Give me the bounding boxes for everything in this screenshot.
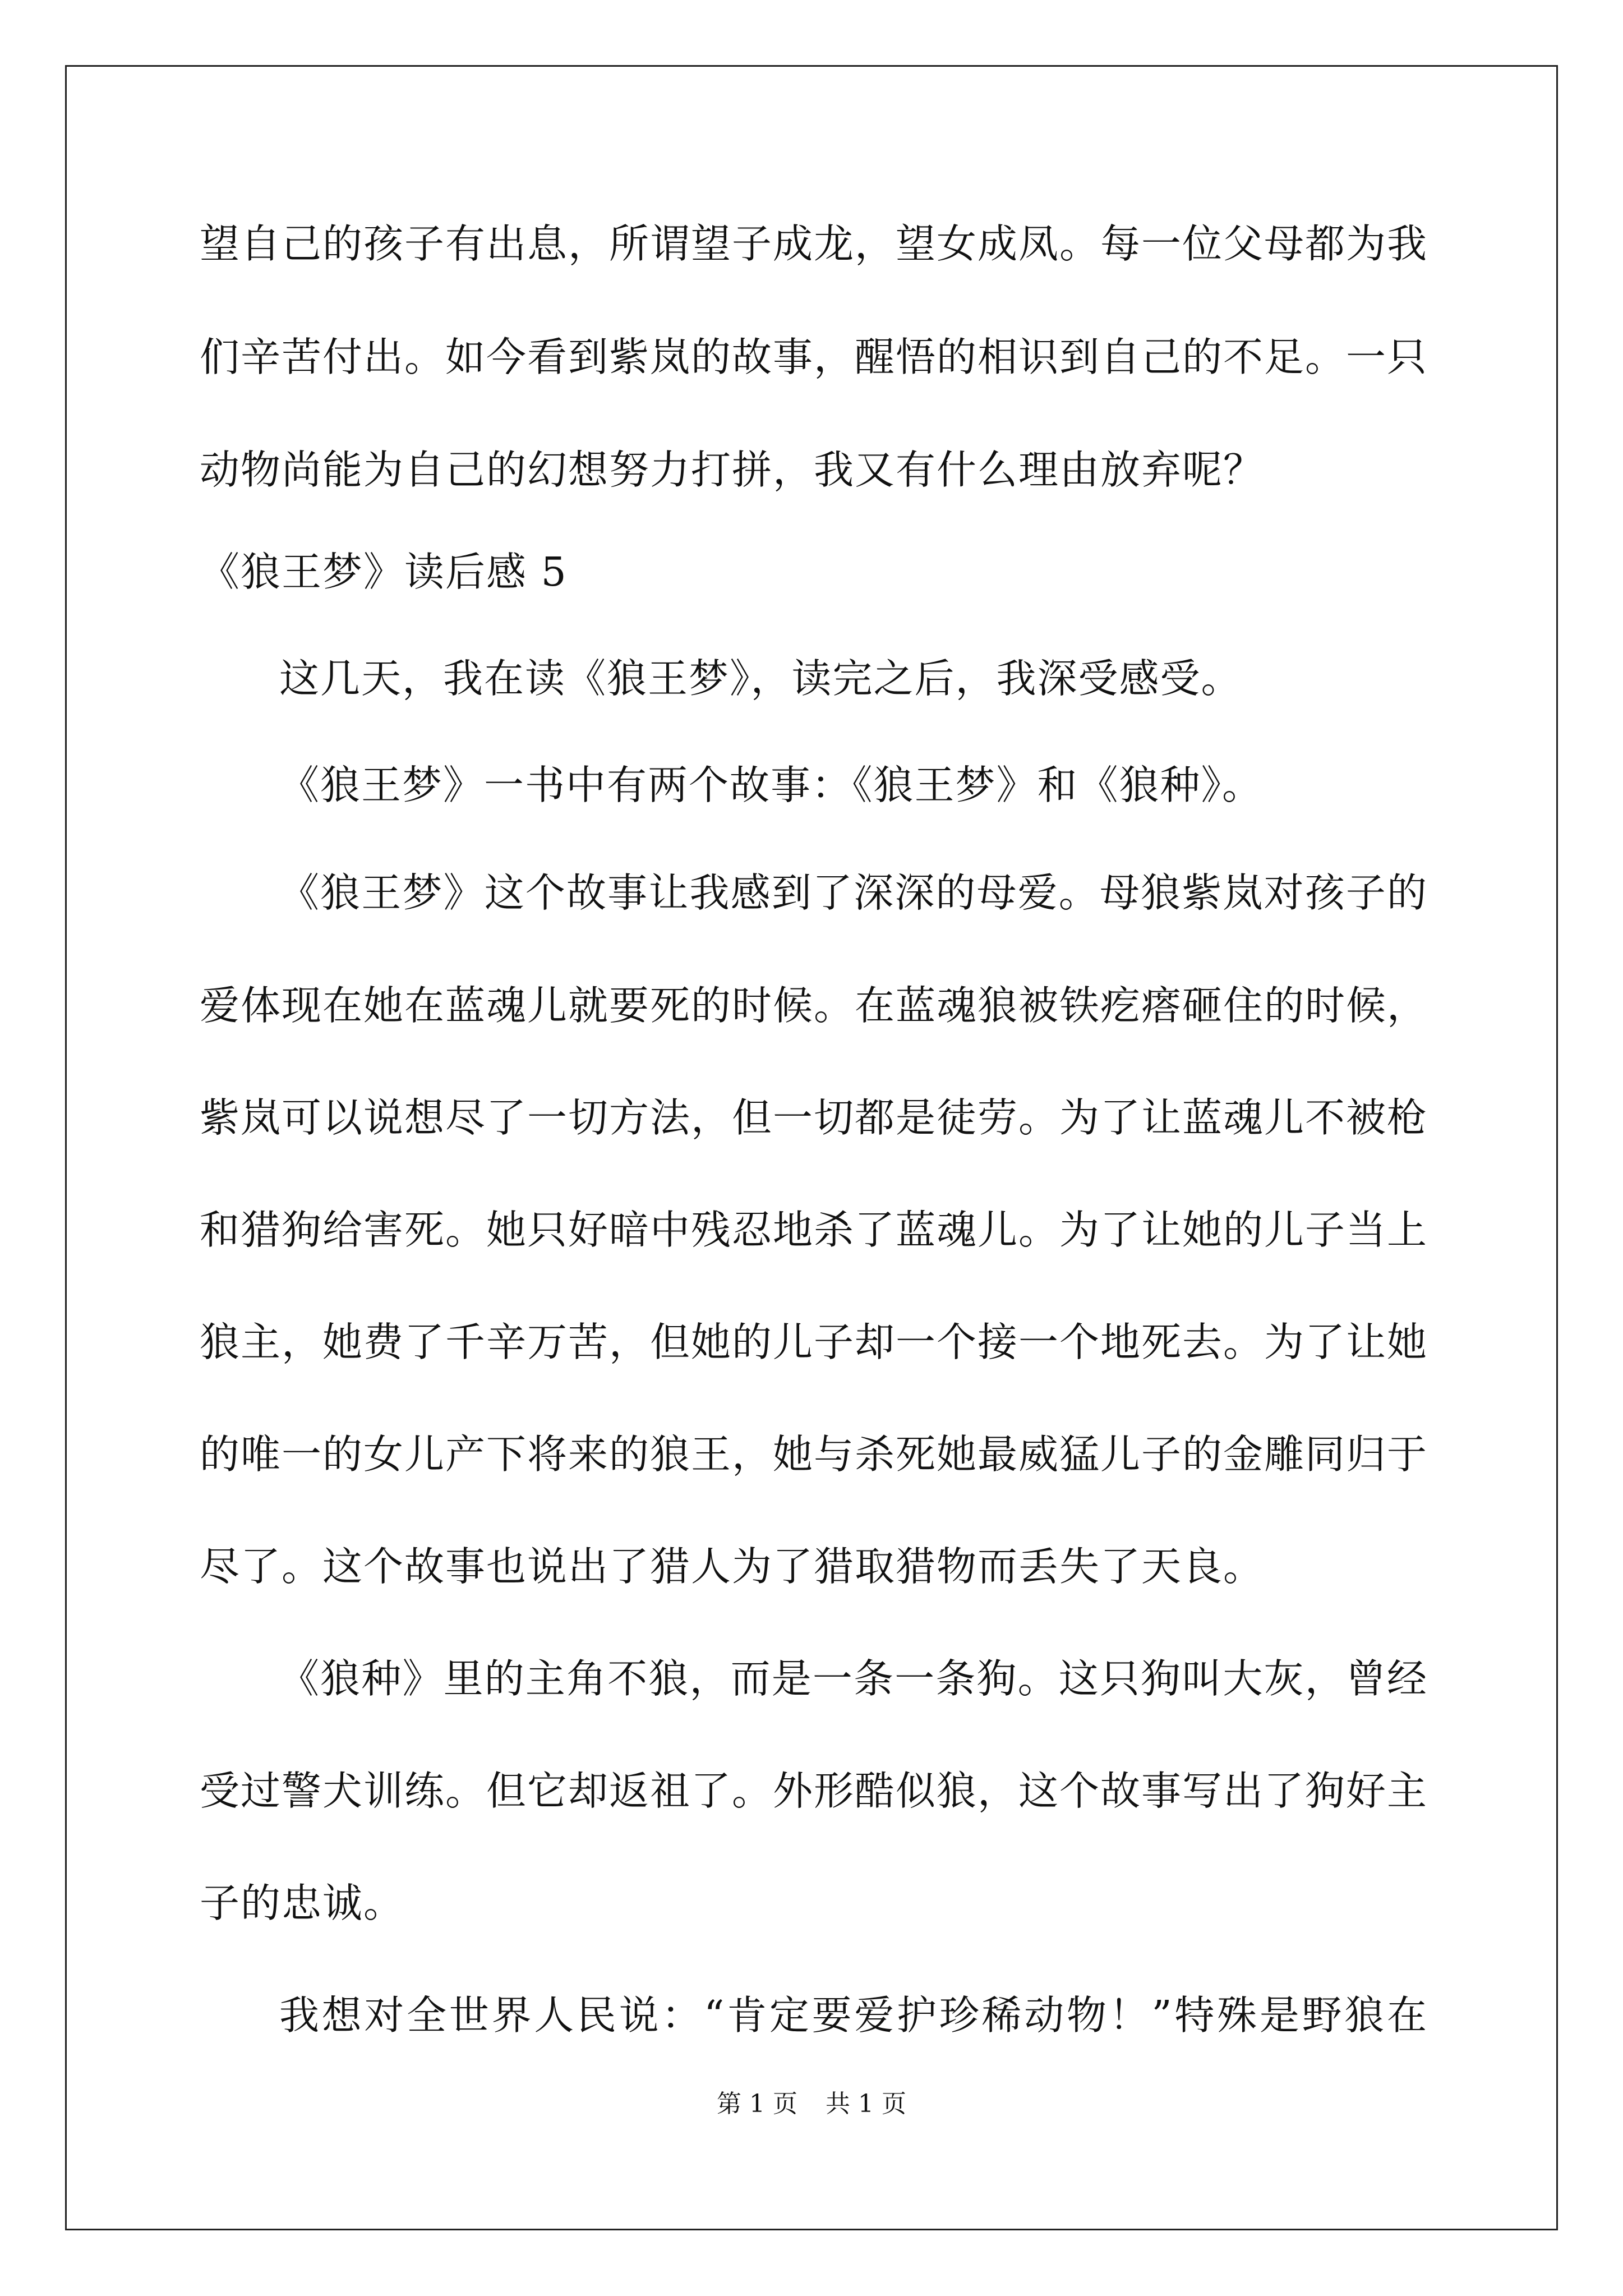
text-line: 的唯一的女儿产下将来的狼王，她与杀死她最威猛儿子的金雕同归于 xyxy=(200,1431,1428,1478)
text-line: 爱体现在她在蓝魂儿就要死的时候。在蓝魂狼被铁疙瘩砸住的时候， xyxy=(200,982,1428,1029)
text-line: 《狼王梦》这个故事让我感到了深深的母爱。母狼紫岚对孩子的 xyxy=(279,869,1428,916)
text-line: 我想对全世界人民说：“肯定要爱护珍稀动物！”特殊是野狼在 xyxy=(279,1992,1428,2039)
text-line: 受过警犬训练。但它却返祖了。外形酷似狼，这个故事写出了狗好主 xyxy=(200,1768,1428,1814)
text-line: 动物尚能为自己的幻想努力打拼，我又有什么理由放弃呢？ xyxy=(200,447,1265,493)
page-total: 共 1 页 xyxy=(826,2090,906,2118)
text-line: 尽了。这个故事也说出了猎人为了猎取猎物而丢失了天良。 xyxy=(200,1543,1265,1590)
text-line: 狼主，她费了千辛万苦，但她的儿子却一个接一个地死去。为了让她 xyxy=(200,1319,1428,1365)
section-heading: 《狼王梦》读后感 5 xyxy=(200,549,568,595)
page-footer xyxy=(0,2088,1623,2120)
text-line: 紫岚可以说想尽了一切方法，但一切都是徒劳。为了让蓝魂儿不被枪 xyxy=(200,1094,1428,1141)
page-number: 第 1 页 xyxy=(717,2090,797,2118)
text-line: 望自己的孩子有出息，所谓望子成龙，望女成凤。每一位父母都为我 xyxy=(200,220,1428,267)
text-line: 这几天，我在读《狼王梦》，读完之后，我深受感受。 xyxy=(279,655,1242,702)
text-line: 《狼王梦》一书中有两个故事：《狼王梦》和《狼种》。 xyxy=(279,762,1264,808)
text-line: 子的忠诚。 xyxy=(200,1880,405,1926)
text-line: 和猎狗给害死。她只好暗中残忍地杀了蓝魂儿。为了让她的儿子当上 xyxy=(200,1207,1428,1253)
text-line: 们辛苦付出。如今看到紫岚的故事，醒悟的相识到自己的不足。一只 xyxy=(200,334,1428,380)
text-line: 《狼种》里的主角不狼，而是一条一条狗。这只狗叫大灰，曾经 xyxy=(279,1655,1428,1702)
